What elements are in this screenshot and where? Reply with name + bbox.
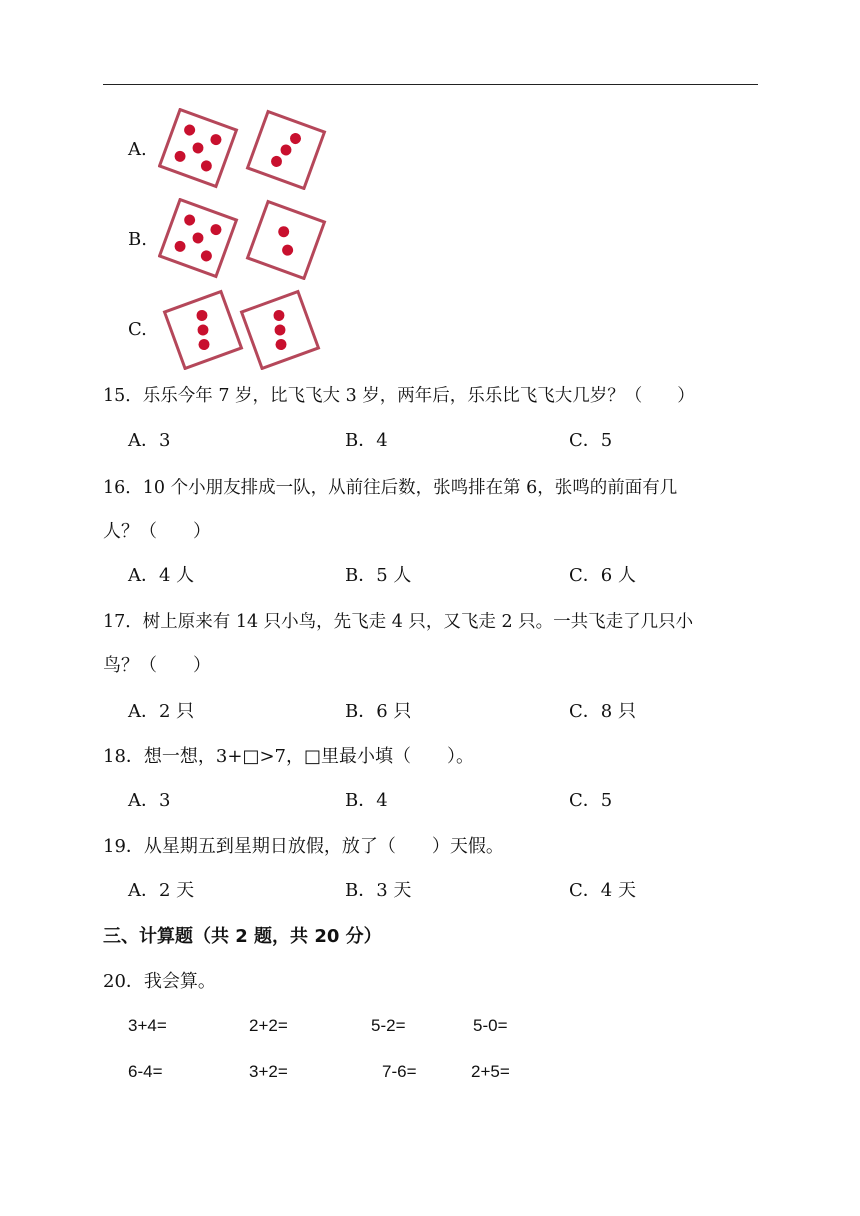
calc-item: 7-6= <box>382 1062 417 1081</box>
die-five-icon <box>160 110 237 187</box>
calc-item: 3+4= <box>128 1016 167 1035</box>
calc-item: 2+2= <box>249 1016 288 1035</box>
option-c-label: C. <box>128 319 147 340</box>
calc-item: 5-2= <box>371 1016 406 1035</box>
question-15-text: 15．乐乐今年 7 岁，比飞飞大 3 岁，两年后，乐乐比飞飞大几岁？（ ） <box>103 386 695 406</box>
q16-option-b: B．5 人 <box>345 565 412 586</box>
die-three-icon <box>165 292 242 369</box>
q18-option-b: B．4 <box>345 790 388 811</box>
question-17-text: 17．树上原来有 14 只小鸟，先飞走 4 只，又飞走 2 只。一共飞走了几只小 <box>103 612 694 632</box>
q17-option-b: B．6 只 <box>345 701 412 722</box>
q19-option-c: C．4 天 <box>569 880 636 901</box>
die-three-icon <box>242 292 319 369</box>
calc-item: 6-4= <box>128 1062 163 1081</box>
die-two-icon <box>248 202 325 279</box>
q16-option-a: A．4 人 <box>128 565 195 586</box>
calc-item: 2+5= <box>471 1062 510 1081</box>
option-a-dice <box>158 108 333 190</box>
calc-item: 5-0= <box>473 1016 508 1035</box>
question-16-text: 16．10 个小朋友排成一队，从前往后数，张鸣排在第 6，张鸣的前面有几 <box>103 478 678 498</box>
q17-option-c: C．8 只 <box>569 701 636 722</box>
question-19-text: 19．从星期五到星期日放假，放了（ ）天假。 <box>103 836 504 857</box>
die-five-icon <box>160 200 237 277</box>
q19-option-b: B．3 天 <box>345 880 412 901</box>
option-b-dice <box>158 198 333 280</box>
q18-option-a: A．3 <box>128 790 171 811</box>
section-3-heading: 三、计算题（共 2 题，共 20 分） <box>103 926 382 947</box>
q17-option-a: A．2 只 <box>128 701 195 722</box>
q19-option-a: A．2 天 <box>128 880 195 901</box>
question-18-text: 18．想一想，3+□>7，□里最小填（ ）。 <box>103 746 474 767</box>
q15-option-b: B．4 <box>345 430 388 451</box>
question-20-text: 20．我会算。 <box>103 971 216 992</box>
q15-option-c: C．5 <box>569 430 613 451</box>
q16-option-c: C．6 人 <box>569 565 636 586</box>
question-16-text-cont: 人？（ ） <box>103 521 211 542</box>
header-rule <box>103 84 758 85</box>
question-17-text-cont: 鸟？（ ） <box>103 655 211 676</box>
calc-item: 3+2= <box>249 1062 288 1081</box>
option-b-label: B. <box>128 229 147 250</box>
option-c-dice <box>158 288 333 370</box>
q18-option-c: C．5 <box>569 790 613 811</box>
die-three-icon <box>248 112 325 189</box>
option-a-label: A. <box>128 139 147 160</box>
q15-option-a: A．3 <box>128 430 171 451</box>
